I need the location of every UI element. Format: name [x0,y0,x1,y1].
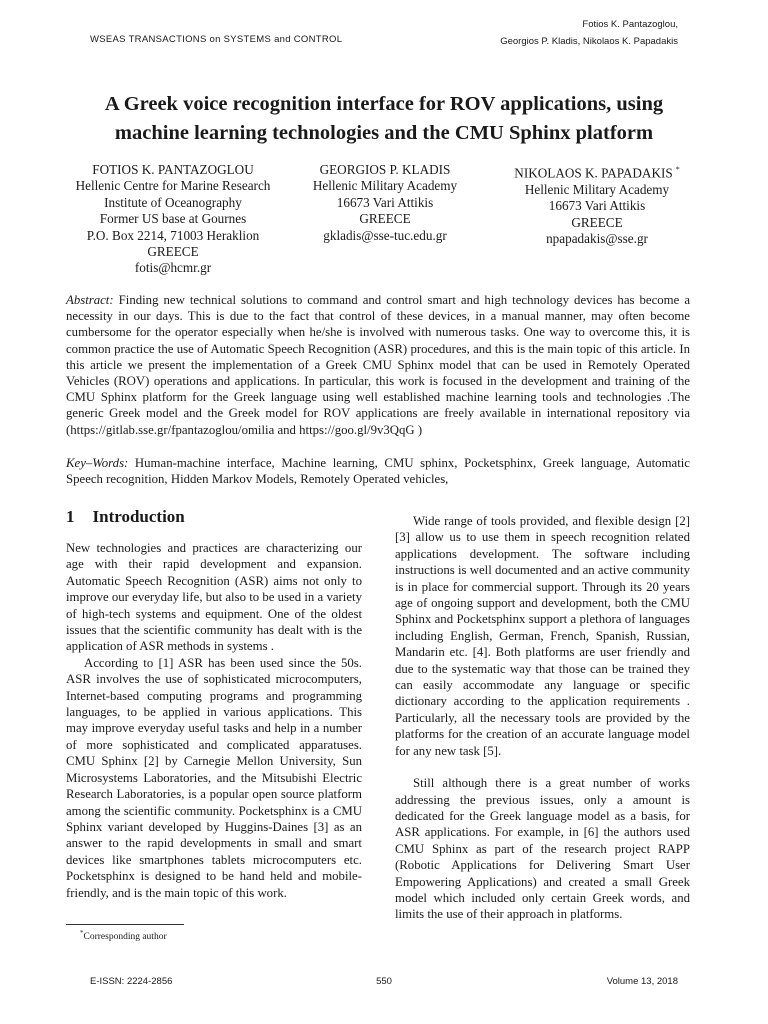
running-header-journal: WSEAS TRANSACTIONS on SYSTEMS and CONTROL [90,34,343,45]
author-email: npapadakis@sse.gr [546,231,648,247]
running-header-authors-line2: Georgios P. Kladis, Nikolaos K. Papadakis [500,36,678,47]
author-name-row [486,162,708,182]
paper-title-line1: A Greek voice recognition interface for ROV applications, using [104,93,664,115]
author-email: gkladis@sse-tuc.edu.gr [323,227,447,243]
footnote-text: Corresponding author [83,932,167,943]
paper-title [60,90,708,148]
right-column [395,513,690,923]
paragraph: Wide range of tools provided, and flexible design [2] [3] allow us to use them in speech recognition related applications development. The software including instructions is well documented and an active community is in place for commercial support. Through its 20 years age of ongoing support and development, both the CMU Sphinx and Pocketsphinx support a plethora of languages including English, German, French, Spanish, Russian, Mandarin etc. [4]. Both platforms are user friendly and due to the systematic way that those can be trained they can easily accommodate any language or specific dictionary according to the application requirements . Particularly, all the necessary tools are provided by the platforms for the creation of an accurate language model for any new task [5]. [395,514,690,758]
author-name: GEORGIOS P. KLADIS [319,162,451,177]
author-block-2 [280,162,490,244]
author-address: 16673 Vari Attikis [336,194,434,210]
keywords-text: Human-machine interface, Machine learning, CMU sphinx, Pocketsphinx, Greek language, Automatic Speech recognition, Hidden Markov Models, Remotely Operated vehicles, [66,456,690,487]
author-block-1 [60,162,286,277]
author-country: GREECE [147,244,199,260]
running-header-authors [500,16,678,50]
author-address: P.O. Box 2214, 71003 Heraklion [86,227,260,243]
keywords-label: Key–Words: [66,456,129,470]
author-name: FOTIOS K. PANTAZOGLOU [92,162,254,177]
section-title: Introduction [92,507,185,526]
corresponding-author-mark: * [675,165,680,174]
footer-issn: E-ISSN: 2224-2856 [90,976,173,987]
abstract [66,292,690,438]
paragraph: According to [1] ASR has been used since the 50s. ASR involves the use of sophisticated microcomputers, Internet-based computing programs and programming languages, to be applied in various applications. This may improve everyday useful tasks and help in a number of more sophisticated and complicated apparatuses. CMU Sphinx [2] by Carnegie Mellon University, Sun Microsystems Laboratories, and the Mitsubishi Electric Research Laboratories, is a popular open source platform among the scientific community. Pocketsphinx is a CMU Sphinx variant developed by Huggins-Daines [3] as an answer to the rapid developments in small and smart devices like smartphones tablets microcomputers etc. Pocketsphinx is designed to be hand held and mobile-friendly, and is the main topic of this work. [66,655,362,900]
author-email: fotis@hcmr.gr [134,260,212,276]
author-address: 16673 Vari Attikis [548,198,646,214]
footer-volume: Volume 13, 2018 [606,976,678,987]
footnote-mark: * [80,929,84,937]
running-header-authors-line1: Fotios K. Pantazoglou, [582,19,678,30]
section-heading [66,507,185,527]
author-department: Institute of Oceanography [104,194,242,210]
abstract-label: Abstract: [66,293,114,307]
author-affiliation: Hellenic Centre for Marine Research [75,178,271,194]
section-number: 1 [66,507,75,526]
author-country: GREECE [359,211,411,227]
footnote [80,929,167,942]
author-country: GREECE [571,214,623,230]
author-address: Former US base at Gournes [99,211,247,227]
paper-title-line2: machine learning technologies and the CMU Sphinx platform [114,122,654,144]
paragraph: New technologies and practices are characterizing our age with their rapid development and expansion. Automatic Speech Recognition (ASR) aims not only to improve our everyday life, but also to be used in a variety of high-tech systems and equipment. One of the oldest issues that the scientific community has dealt with is the application of ASR methods in systems . [66,541,362,654]
abstract-text: Finding new technical solutions to command and control smart and high technology devices has become a necessity in our days. This is due to the fact that control of these devices, in a manual manner, may often become cumbersome for the operator especially when he/she is involved with numerous tasks. One way to overcome this, it is common practice the use of Automatic Speech Recognition (ASR) procedures, and this is the main topic of this article. In this article we present the implementation of a Greek CMU Sphinx model that can be used in Remotely Operated Vehicles (ROV) operations and applications. In particular, this work is focused in the development and training of the CMU Sphinx platform for the Greek language using well established machine learning tools and technologies .The generic Greek model and the Greek model for ROV applications are freely available in international repository via (https://gitlab.sse.gr/fpantazoglou/omilia and https://goo.gl/9v3QqG ) [66,293,690,437]
paragraph: Still although there is a great number of works addressing the previous issues, only a amount is dedicated for the Greek language model as a basis, for ASR applications. For example, in [6] the authors used CMU Sphinx as part of the research project RAPP (Robotic Applications for Delivering Smart User Empowering Applications) and created a small Greek model which included only certain Greek words, and limits the use of their approach in platforms. [395,776,690,922]
author-affiliation: Hellenic Military Academy [312,178,458,194]
author-block-3 [486,162,708,247]
author-affiliation: Hellenic Military Academy [524,181,670,197]
keywords [66,455,690,487]
author-name: NIKOLAOS K. PAPADAKIS [514,165,673,181]
left-column [66,540,362,901]
footer-page-number: 550 [376,976,392,987]
footnote-rule [66,924,184,925]
